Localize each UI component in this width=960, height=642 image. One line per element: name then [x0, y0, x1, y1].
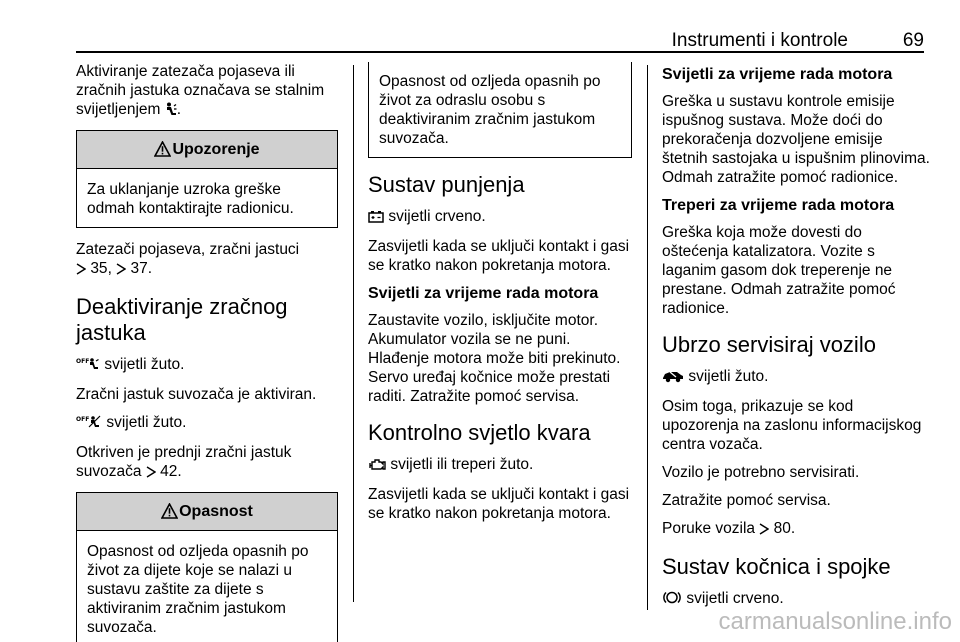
airbag-on-icon — [76, 415, 102, 434]
danger-text: Opasnost od ozljeda opasnih po život za dijete koje se nalazi u sustavu zaštite za dijete s aktiviranim zračnim jastukom suvozača. — [87, 543, 309, 636]
airbag-on-status — [76, 413, 338, 434]
intro-text: Aktiviranje zatezača pojaseva ili zračnih jastuka označava se stalnim svijetljenjem — [76, 63, 325, 118]
charging-subheading: Svijetli za vrijeme rada motora — [368, 285, 599, 302]
page-reference-arrow-icon — [146, 464, 156, 483]
page-number: 69 — [902, 30, 924, 51]
engine-icon — [368, 457, 386, 476]
column-divider-2 — [647, 65, 648, 610]
engine-running-text: Greška u sustavu kontrole emisije ispušnog sustava. Može doći do prekoračenja dozvoljene emisije štetnih sastojaka u ispušnim plinovima. Odmah zatražite pomoć radionice. — [662, 93, 930, 186]
vehicle-messages-text: Poruke vozila — [662, 520, 756, 537]
watermark: carmanualsonline.info — [718, 608, 952, 635]
section-title-service-vehicle: Ubrzo servisiraj vozilo — [662, 332, 876, 357]
engine-running-subheading: Svijetli za vrijeme rada motora — [662, 66, 893, 83]
page-reference-arrow-icon — [76, 261, 86, 280]
section-title-brake-clutch: Sustav kočnica i spojke — [662, 554, 891, 579]
malfunction-status-text: svijetli ili treperi žuto. — [390, 456, 534, 473]
brake-status — [662, 589, 932, 610]
charging-sub-text: Zaustavite vozilo, isključite motor. Akumulator vozila se ne puni. Hlađenje motora može biti prekinuto. Servo uređaj kočnice može prestati raditi. Zatražite pomoć servisa. — [368, 312, 621, 405]
brake-status-text: svijetli crveno. — [686, 590, 784, 607]
danger-continued-text: Opasnost od ozljeda opasnih po život za odraslu osobu s deaktiviranim zračnim jastukom suvozača. — [379, 73, 601, 147]
airbag-icon — [165, 102, 177, 121]
service-status — [662, 367, 932, 388]
svg-text:OFF: OFF — [76, 358, 90, 365]
service-paragraph-2: Vozilo je potrebno servisirati. — [662, 464, 860, 481]
reference-page-c[interactable]: 42 — [160, 463, 178, 480]
service-car-icon — [662, 369, 684, 388]
header-rule — [76, 51, 924, 53]
malfunction-status — [368, 455, 632, 476]
danger-title: Opasnost — [179, 503, 253, 520]
section-title-charging-system: Sustav punjenja — [368, 172, 525, 197]
reference-paragraph: Zatezači pojaseva, zračni jastuci 35, 37. — [76, 240, 338, 280]
battery-icon — [368, 209, 384, 228]
page-header — [76, 28, 924, 54]
warning-box-header — [77, 131, 337, 169]
warning-triangle-icon — [161, 496, 178, 534]
airbag-off-status — [76, 355, 338, 376]
warning-box-body — [77, 169, 337, 227]
page-title: Instrumenti i kontrole — [671, 30, 848, 51]
column-1 — [76, 62, 338, 642]
column-divider-1 — [353, 65, 354, 602]
danger-box — [76, 492, 338, 642]
column-2 — [368, 62, 632, 532]
charging-status-text: svijetli crveno. — [388, 208, 486, 225]
charging-description: Zasvijetli kada se uključi kontakt i gasi se kratko nakon pokretanja motora. — [368, 238, 630, 274]
warning-box — [76, 130, 338, 228]
reference-page-a[interactable]: 35 — [90, 260, 108, 277]
brake-icon — [662, 590, 682, 610]
danger-box-continued-body — [369, 62, 631, 157]
danger-box-continued — [368, 62, 632, 158]
danger-box-header — [77, 493, 337, 531]
danger-box-body — [77, 531, 337, 642]
engine-flashing-subheading: Treperi za vrijeme rada motora — [662, 197, 895, 214]
service-paragraph-3: Zatražite pomoć servisa. — [662, 492, 831, 509]
svg-text:OFF: OFF — [76, 416, 90, 423]
column-3 — [662, 62, 932, 619]
service-paragraph-1: Osim toga, prikazuje se kod upozorenja na zaslonu informacijskog centra vozača. — [662, 398, 922, 453]
reference-text: Zatezači pojaseva, zračni jastuci — [76, 241, 300, 258]
charging-status — [368, 207, 632, 228]
airbag-off-text: svijetli žuto. — [104, 356, 185, 373]
airbag-on-text: svijetli žuto. — [106, 414, 187, 431]
malfunction-description: Zasvijetli kada se uključi kontakt i gasi se kratko nakon pokretanja motora. — [368, 486, 630, 522]
reference-page-d[interactable]: 80 — [773, 520, 791, 537]
section-title-malfunction-light: Kontrolno svjetlo kvara — [368, 420, 591, 445]
service-paragraph-4: Poruke vozila 80. — [662, 519, 932, 540]
reference-page-b[interactable]: 37 — [130, 260, 148, 277]
airbag-on-desc-text: Otkriven je prednji zračni jastuk suvozača — [76, 444, 292, 480]
airbag-on-description: Otkriven je prednji zračni jastuk suvozača 42. — [76, 443, 338, 483]
section-title-airbag-deactivation: Deaktiviranje zračnog jastuka — [76, 294, 288, 345]
page-reference-arrow-icon — [116, 261, 126, 280]
page-reference-arrow-icon — [759, 521, 769, 540]
warning-triangle-icon — [154, 134, 171, 172]
warning-title: Upozorenje — [172, 141, 260, 158]
engine-flashing-text: Greška koja može dovesti do oštećenja katalizatora. Vozite s laganim gasom dok treperenje ne prestane. Odmah zatražite pomoć radionice. — [662, 224, 896, 317]
service-status-text: svijetli žuto. — [688, 368, 769, 385]
airbag-off-description: Zračni jastuk suvozača je aktiviran. — [76, 386, 317, 403]
warning-text: Za uklanjanje uzroka greške odmah kontaktirajte radionicu. — [87, 181, 294, 217]
airbag-off-icon — [76, 357, 100, 376]
intro-paragraph: Aktiviranje zatezača pojaseva ili zračnih jastuka označava se stalnim svijetljenjem . — [76, 62, 338, 121]
